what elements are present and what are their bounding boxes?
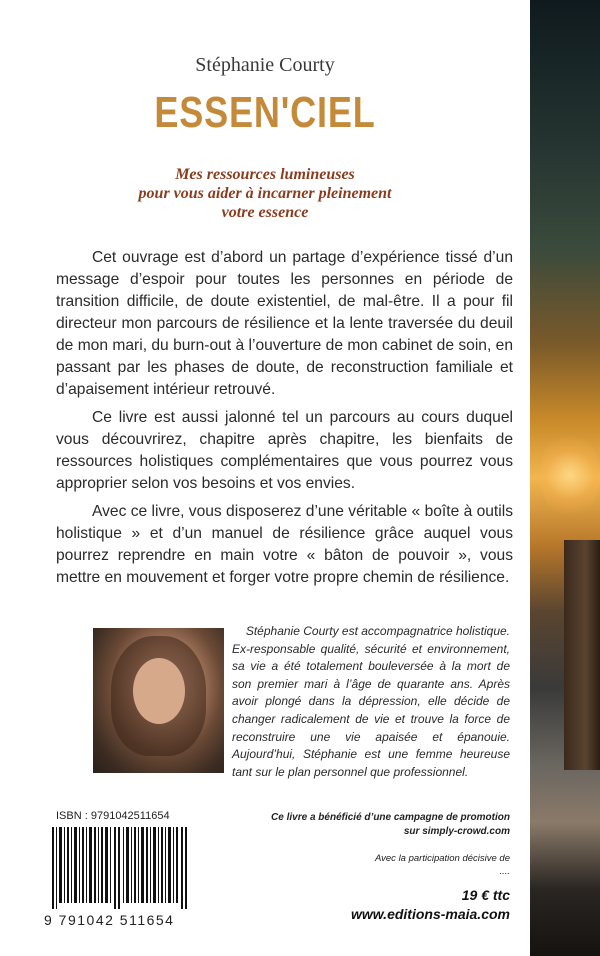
price: 19 € ttc: [461, 887, 510, 903]
cover-art-strip: [530, 0, 600, 956]
synopsis-paragraph: Cet ouvrage est d’abord un partage d’expérience tissé d’un message d’espoir pour toutes les personnes en période de transition difficile, de doute existentiel, de mal-être. Il a pour fil directeur mon parcours de résilience et la lente traversée du deuil de mon mari, du burn-out à l’ouverture de mon cabinet de soin, en passant par les phases de doute, de reconstruction familiale et d’apaisement intérieur retrouvé.: [56, 249, 513, 398]
synopsis: [56, 247, 513, 595]
promo-line: sur simply-crowd.com: [403, 826, 510, 837]
partner-name: ....: [499, 866, 510, 877]
promo-notice: [270, 811, 510, 839]
book-subtitle: [0, 165, 530, 222]
subtitle-line: pour vous aider à incarner pleinement: [138, 185, 392, 202]
partner-line: Avec la participation décisive de: [374, 853, 510, 864]
author-bio-intro: Stéphanie Courty est accompagnatrice holistique.: [245, 624, 510, 638]
tree-light-glow: [540, 430, 600, 520]
author-bio: [232, 623, 510, 781]
synopsis-paragraph: Avec ce livre, vous disposerez d’une véritable « boîte à outils holistique » et d’un manuel de résilience grâce auquel vous pourrez reprendre en main votre « bâton de pouvoir », vous mettre en mouvement et forger votre propre chemin de résilience.: [56, 503, 513, 586]
author-bio-text: Ex-responsable qualité, sécurité et environnement, sa vie a été totalement bouleversée à la mort de son premier mari à l’âge de quarante ans. Après avoir plongé dans la dépression, elle décide de changer radicalement de vie et trouve la force de reconstruire une vie apaisée et épanouie. Aujourd’hui, Stéphanie est une femme heureuse tant sur le plan personnel que professionnel.: [232, 641, 510, 779]
book-title: ESSEN'CIEL: [154, 88, 376, 137]
author-photo: [93, 628, 224, 773]
author-name: Stéphanie Courty: [195, 54, 335, 76]
synopsis-paragraph: Ce livre est aussi jalonné tel un parcours au cours duquel vous découvrirez, chapitre après chapitre, les bienfaits de ressources holistiques complémentaires que vous pourrez vous approprier selon vos besoins et vos envies.: [56, 409, 513, 492]
author-photo-face: [133, 658, 185, 724]
isbn-barcode: [50, 827, 190, 909]
barcode-number: 9 791042 511654: [44, 912, 175, 928]
isbn-label: ISBN : 9791042511654: [56, 810, 170, 822]
subtitle-line: votre essence: [221, 204, 309, 221]
promo-line: Ce livre a bénéficié d’une campagne de promotion: [271, 812, 510, 823]
subtitle-line: Mes ressources lumineuses: [175, 166, 355, 183]
publisher-website: www.editions-maia.com: [351, 906, 510, 922]
tree-trunk: [564, 540, 600, 770]
partner-notice: [270, 852, 510, 878]
